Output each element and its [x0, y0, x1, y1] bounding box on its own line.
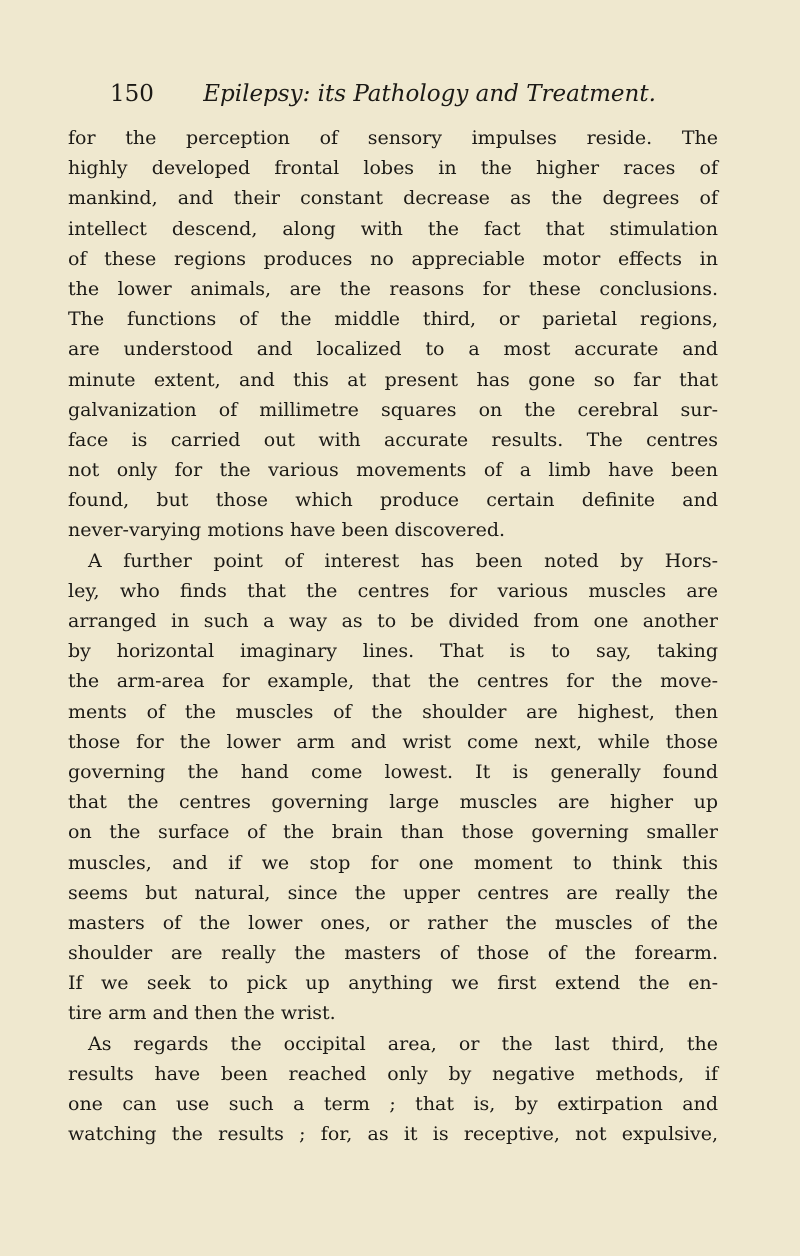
- text-line: results have been reached only by negative methods, if: [68, 1062, 718, 1085]
- text-line: minute extent, and this at present has gone so far that: [68, 368, 718, 391]
- text-line: one can use such a term ; that is, by extirpation and: [68, 1093, 718, 1115]
- text-line: of these regions produces no appreciable motor effects in: [68, 247, 718, 270]
- text-line: galvanization of millimetre squares on the cerebral sur-: [68, 398, 718, 421]
- text-line: governing the hand come lowest. It is generally found: [68, 760, 718, 783]
- text-line: ley, who finds that the centres for various muscles are: [68, 579, 718, 602]
- text-line: intellect descend, along with the fact that stimulation: [68, 217, 718, 240]
- text-line: the lower animals, are the reasons for these conclusions.: [68, 277, 718, 300]
- text-line: highly developed frontal lobes in the higher races of: [68, 157, 718, 180]
- body-text: [68, 123, 718, 1149]
- text-line: watching the results ; for, as it is receptive, not expulsive,: [68, 1123, 718, 1146]
- text-line: by horizontal imaginary lines. That is to say, taking: [68, 640, 718, 663]
- text-line: seems but natural, since the upper centres are really the: [68, 881, 718, 904]
- paragraph-start-line: As regards the occipital area, or the last third, the: [88, 1032, 718, 1055]
- text-line: ments of the muscles of the shoulder are highest, then: [68, 700, 718, 723]
- running-title: Epilepsy: its Pathology and Treatment.: [203, 81, 656, 107]
- text-line: masters of the lower ones, or rather the muscles of the: [68, 911, 718, 934]
- page-number: 150: [110, 81, 154, 107]
- text-line: mankind, and their constant decrease as the degrees of: [68, 187, 718, 210]
- text-line: found, but those which produce certain definite and: [68, 489, 718, 512]
- paragraph-end-line: tire arm and then the wrist.: [68, 1002, 336, 1025]
- text-line: muscles, and if we stop for one moment to think this: [68, 851, 718, 874]
- text-line: If we seek to pick up anything we first extend the en-: [68, 972, 718, 995]
- text-line: those for the lower arm and wrist come next, while those: [68, 730, 718, 753]
- running-head: [110, 77, 710, 111]
- paragraph-end-line: never-varying motions have been discovered.: [68, 519, 506, 542]
- text-line: not only for the various movements of a limb have been: [68, 459, 718, 482]
- text-line: arranged in such a way as to be divided from one another: [68, 610, 718, 632]
- paragraph-start-line: A further point of interest has been noted by Hors-: [88, 549, 718, 572]
- text-line: shoulder are really the masters of those of the forearm.: [68, 942, 718, 965]
- text-line: are understood and localized to a most accurate and: [68, 338, 718, 361]
- text-line: The functions of the middle third, or parietal regions,: [68, 308, 718, 331]
- text-line: on the surface of the brain than those governing smaller: [68, 821, 718, 844]
- text-line: that the centres governing large muscles are higher up: [68, 791, 718, 814]
- text-line: for the perception of sensory impulses reside. The: [68, 127, 718, 149]
- text-line: face is carried out with accurate results. The centres: [68, 428, 718, 451]
- text-line: the arm-area for example, that the centres for the move-: [68, 670, 718, 693]
